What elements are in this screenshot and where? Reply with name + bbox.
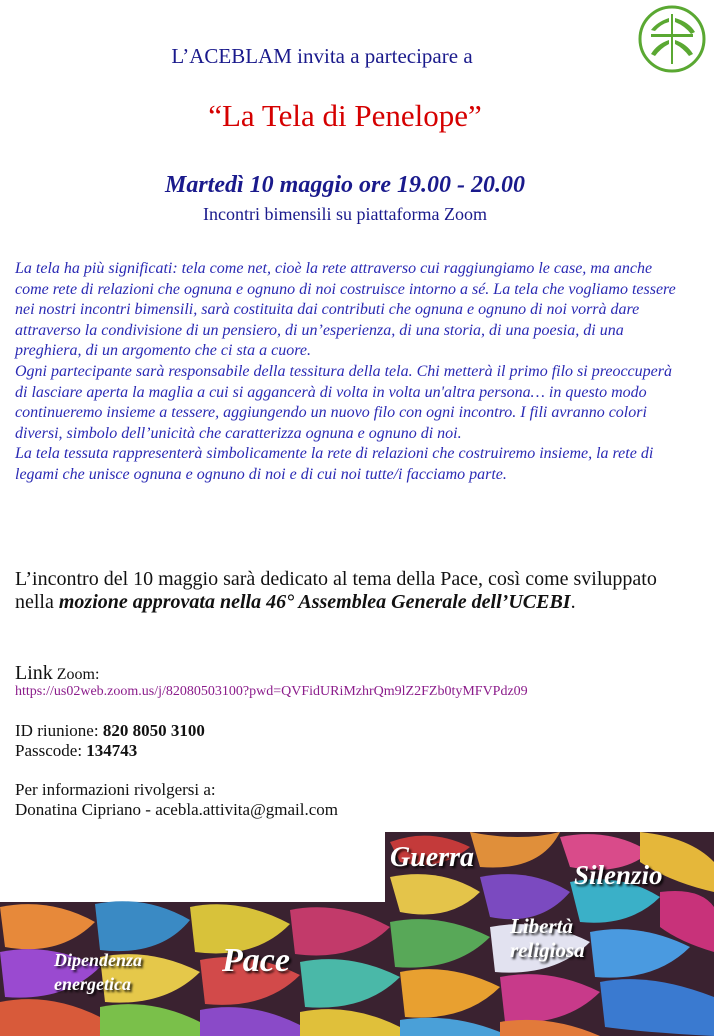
meeting-id-label: ID riunione: [15, 721, 103, 740]
aceblam-logo-icon [637, 4, 707, 74]
meeting-credentials [15, 721, 205, 760]
link-label [15, 662, 99, 685]
event-subtitle: Incontri bimensili su piattaforma Zoom [203, 204, 487, 224]
word-religiosa: religiosa [510, 938, 585, 962]
event-datetime: Martedì 10 maggio ore 19.00 - 20.00 [165, 172, 525, 198]
word-dipendenza: Dipendenza [54, 950, 143, 970]
meeting-id-row [15, 721, 205, 741]
passcode-label: Passcode: [15, 740, 87, 760]
contact-line: Donatina Cipriano - acebla.attivita@gmail.com [15, 800, 338, 819]
zoom-link[interactable]: https://us02web.zoom.us/j/82080503100?pwd=QVFidURiMzhrQm9lZ2FZb0tyMFVPdz09 [15, 684, 528, 699]
word-guerra: Guerra [390, 842, 475, 873]
contact-line: Per informazioni rivolgersi a: [15, 780, 216, 799]
intro-text [15, 259, 680, 486]
word-energetica: energetica [54, 974, 131, 994]
contact-info [15, 780, 338, 820]
intro-paragraph: La tela ha più significati: tela come net, cioè la rete attraverso cui raggiungiamo le case, ma anche come rete di relazioni che ognuna e ognuno di noi costruisce intorno a sé. La tela che vogliamo tessere nei nostri incontri bimensili, sarà costituita dai contributi che ognuna e ognuno di noi vorrà dare attraverso la condivisione di un pensiero, di un’esperienza, di una storia, di una poesia, di una preghiera, di un argomento che ci sta a cuore. [15, 260, 676, 360]
word-dipendenza-energetica [54, 948, 142, 996]
topic-end: . [570, 590, 576, 613]
passcode-row [15, 741, 205, 761]
topic-emphasis: mozione approvata nella 46° Assemblea Generale dell’UCEBI [58, 590, 571, 613]
meeting-id-value: 820 8050 3100 [102, 721, 205, 740]
word-silenzio: Silenzio [574, 860, 663, 890]
link-label-word: Link [15, 662, 53, 684]
passcode-value: 134743 [86, 740, 138, 760]
intro-paragraph: La tela tessuta rappresenterà simbolicamente la rete di relazioni che costruiremo insieme, la rete di legami che unisce ognuna e ognuno di noi e di cui noi tutte/i facciamo parte. [15, 445, 654, 483]
word-liberta-religiosa [510, 914, 585, 962]
word-pace: Pace [222, 942, 290, 979]
event-title: “La Tela di Penelope” [208, 98, 482, 133]
word-liberta: Libertà [510, 914, 573, 938]
link-label-zoom: Zoom: [52, 666, 100, 683]
invite-line: L’ACEBLAM invita a partecipare a [171, 44, 473, 68]
topic-paragraph [15, 568, 695, 613]
topic-text: L’incontro del 10 maggio sarà dedicato al tema della Pace, così come sviluppato nella [15, 568, 657, 613]
intro-paragraph: Ogni partecipante sarà responsabile della tessitura della tela. Chi metterà il primo filo si preoccuperà di lasciare aperta la maglia a cui si aggancerà di volta in volta un'altra persona… in questo modo continueremo insieme a tessere, aggiungendo un nuovo filo con ogni incontro. I fili avranno colori diversi, simbolo dell’unicità che caratterizza ognuna e ognuno di noi. [15, 362, 672, 442]
